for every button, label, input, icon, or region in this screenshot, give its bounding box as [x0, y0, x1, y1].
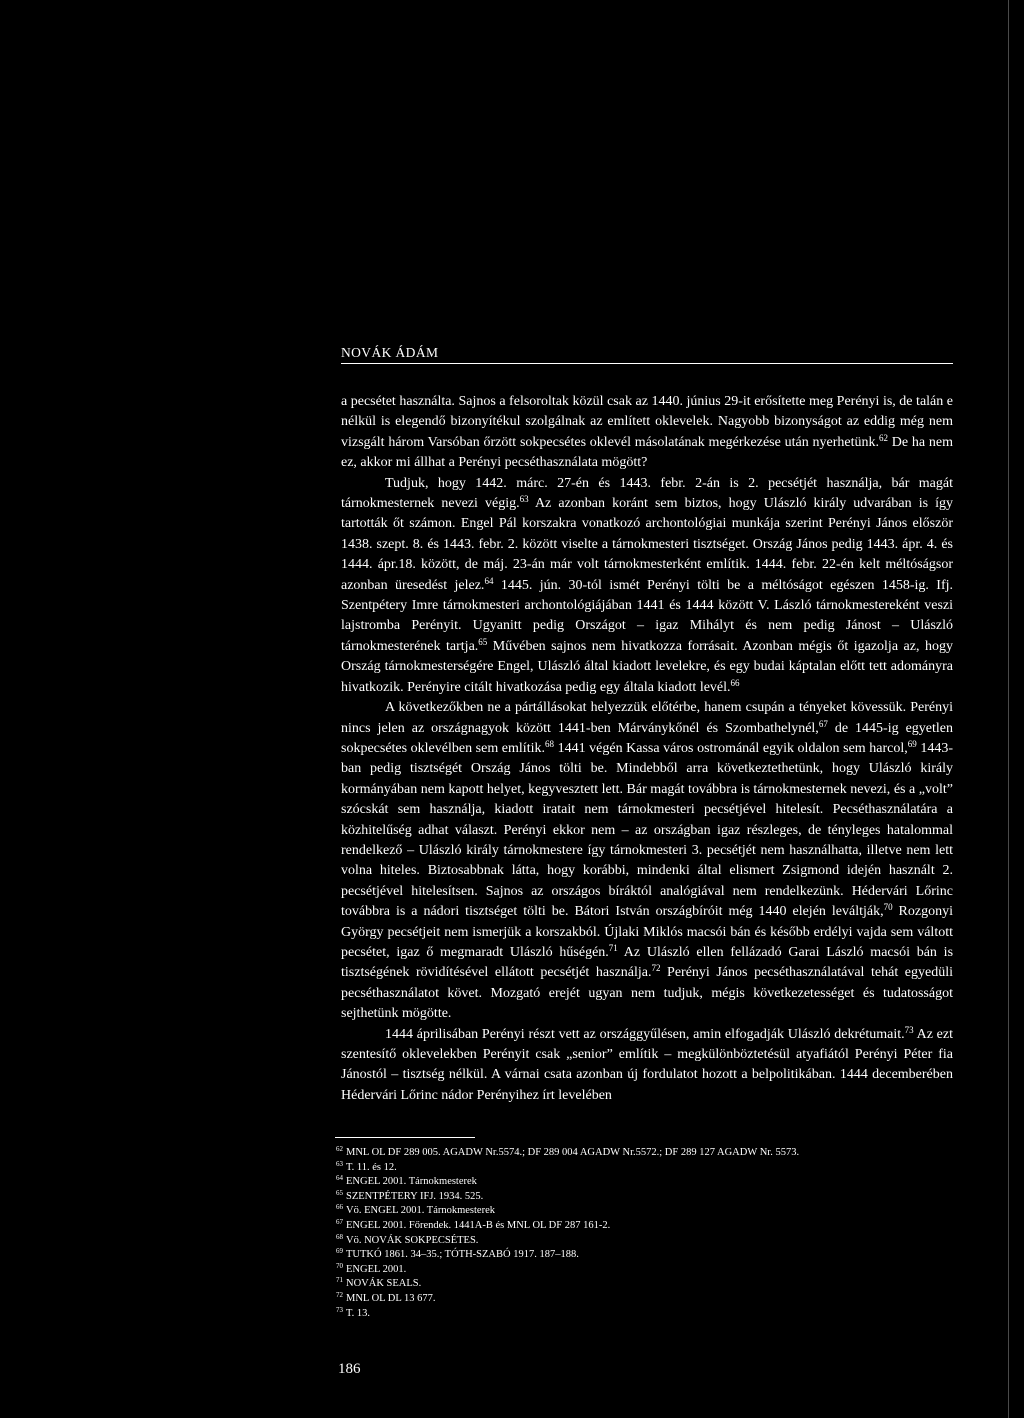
footnotes — [336, 1146, 956, 1321]
paragraph-2 — [341, 474, 953, 698]
page-number: 186 — [338, 1361, 361, 1377]
footnote-number: 73 — [336, 1305, 343, 1314]
footnote-text: Vö. ENGEL 2001. Tárnokmesterek — [346, 1205, 496, 1217]
footnote-ref-65[interactable]: 65 — [478, 636, 488, 647]
footnote-text: T. 13. — [346, 1307, 371, 1319]
text-run: A következőkben ne a pártállásokat helyezzük előtérbe, hanem csupán a tényeket kövessük. Perényi nincs jelen az országnagyok között 1441-ben Márványkőnél és Szombathelynél, — [341, 700, 953, 736]
footnote-text: ENGEL 2001. Tárnokmesterek — [346, 1176, 477, 1188]
text-run: a pecsétet használta. Sajnos a felsoroltak közül csak az 1440. június 29-it erősítette meg Perényi is, de talán e nélkül is elegendő bizonyítékul szolgálnak az említett oklevelek. Nagyobb bizonyságot az eddig még nem vizsgált három Varsóban őrzött sokpecsétes oklevél másolatának megérkezése után nyerhetünk. — [341, 394, 953, 450]
footnote-69 — [336, 1248, 956, 1263]
footnote-66 — [336, 1204, 956, 1219]
text-run: 1441 végén Kassa város ostrománál egyik oldalon sem harcol, — [553, 740, 908, 756]
footnote-ref-62[interactable]: 62 — [879, 432, 888, 443]
footnote-68 — [336, 1234, 956, 1249]
text-run: 1445. jún. 30-tól ismét Perényi tölti be a méltóságot egészen 1458-ig. Ifj. Szentpétery Imre tárnokmesteri archontológiájában 1441 és 1444 között V. László tárnokmestereként veszi lajstromba Perényit. Ugyanitt pedig Országot – igaz Mihályt és nem pedig Jánost – Ulászló tárnokmesterének tartja. — [341, 577, 954, 654]
text-run: Perényi János pecséthasználatával tehát egyedüli pecséthasználatot követ. Mozgató erejét ugyan nem tudjuk, mégis következetességet és tudatosságot sejthetünk mögötte. — [341, 965, 954, 1022]
paragraph-1 — [341, 392, 953, 474]
footnote-number: 63 — [336, 1159, 343, 1168]
footnote-number: 66 — [336, 1203, 343, 1212]
footnote-text: ENGEL 2001. Főrendek. 1441A-B és MNL OL DF 287 161-2. — [346, 1219, 611, 1231]
paragraph-3 — [341, 698, 953, 1025]
footnote-ref-69[interactable]: 69 — [907, 738, 917, 749]
footnote-text: ENGEL 2001. — [346, 1263, 407, 1275]
footnote-number: 69 — [336, 1247, 343, 1256]
footnote-ref-64[interactable]: 64 — [484, 575, 494, 586]
footnote-separator — [335, 1137, 475, 1138]
footnote-number: 64 — [336, 1174, 343, 1183]
footnote-ref-66[interactable]: 66 — [730, 677, 740, 688]
footnote-ref-67[interactable]: 67 — [818, 718, 828, 729]
text-run: De ha nem ez, akkor mi állhat a Perényi pecséthasználata mögött? — [341, 434, 953, 471]
footnote-number: 72 — [336, 1290, 343, 1299]
body-text — [341, 392, 953, 1106]
footnote-number: 62 — [336, 1145, 343, 1153]
footnote-ref-72[interactable]: 72 — [651, 963, 661, 974]
running-head: NOVÁK ÁDÁM — [341, 345, 953, 364]
footnote-ref-63[interactable]: 63 — [519, 494, 529, 505]
footnote-ref-70[interactable]: 70 — [883, 902, 893, 913]
footnote-number: 67 — [336, 1217, 343, 1226]
text-run: Az Ulászló ellen fellázadó Garai László macsói bán is tisztségének rövidítésével ellátott pecsétjét használja. — [341, 944, 954, 981]
footnote-72 — [336, 1292, 956, 1307]
footnote-text: Vö. NOVÁK SOKPECSÉTES. — [346, 1234, 479, 1246]
footnote-number: 65 — [336, 1188, 343, 1197]
footnote-73 — [336, 1307, 956, 1322]
text-run: Az ezt szentesítő oklevelekben Perényit csak „senior” említik – megkülönböztetésül atyafiától Perényi Péter fia Jánostól – tisztség nélkül. A várnai csata azonban új fordulatot hozott a belpolitikában. 1444 decemberében Hédervári Lőrinc nádor Perényihez írt levelében — [341, 1026, 953, 1103]
text-run: Művében sajnos nem hivatkozza forrásait. Azonban mégis őt igazolja az, hogy Ország tárnokmesterségére Engel, Ulászló által kiadott levelekre, és egy budai káptalan előtt tett adományra hivatkozik. Perényire citált hivatkozása pedig egy általa kiadott levél. — [341, 638, 953, 695]
footnote-65 — [336, 1190, 956, 1205]
scan-margin-line — [1008, 0, 1009, 1418]
footnote-number: 70 — [336, 1261, 343, 1270]
text-run: Tudjuk, hogy 1442. márc. 27-én és 1443. febr. 2-án is 2. pecsétjét használja, bár magát tárnokmesternek nevezi végig. — [341, 475, 953, 512]
footnote-ref-71[interactable]: 71 — [608, 942, 618, 953]
footnote-67 — [336, 1219, 956, 1234]
text-run: Az azonban koránt sem biztos, hogy Ulászló király udvarában is így tartották őt számon. Engel Pál korszakra vonatkozó archontológiai munkája szerint Perényi János először 1438. szept. 8. és 1443. febr. 2. között viselte a tárnokmesteri tisztséget. Ország János pedig 1443. ápr. 4. és 1444. ápr.18. között, de máj. 23-án már volt tárnokmesterként említik. 1444. febr. 22-én kelt méltóságsor azonban üresedést jelez. — [341, 496, 954, 593]
footnote-text: T. 11. és 12. — [346, 1161, 397, 1173]
footnote-number: 68 — [336, 1232, 343, 1241]
footnote-text: MNL OL DL 13 677. — [346, 1292, 436, 1304]
footnote-ref-68[interactable]: 68 — [544, 738, 554, 749]
footnote-text: MNL OL DF 289 005. AGADW Nr.5574.; DF 289 004 AGADW Nr.5572.; DF 289 127 AGADW Nr. 5573. — [346, 1147, 800, 1158]
text-run: de 1445-ig egyetlen sokpecsétes oklevélben sem említik. — [341, 720, 953, 756]
text-run: 1444 áprilisában Perényi részt vett az országgyűlésen, amin elfogadják Ulászló dekrétumait. — [385, 1026, 905, 1042]
footnote-number: 71 — [336, 1276, 343, 1285]
footnote-text: NOVÁK SEALS. — [346, 1278, 422, 1290]
footnote-63 — [336, 1161, 956, 1176]
footnote-64 — [336, 1175, 956, 1190]
text-run: Rozgonyi György pecsétjeit nem ismerjük a korszakból. Újlaki Miklós macsói bán és később erdélyi vajda sem váltott pecsétet, igaz ő megmaradt Ulászló hűségén. — [341, 904, 953, 960]
footnote-ref-73[interactable]: 73 — [904, 1024, 914, 1035]
footnote-71 — [336, 1277, 956, 1292]
text-run: 1443-ban pedig tisztségét Ország János tölti be. Mindebből arra következtethetünk, hogy Ulászló király kormányában nem kapott helyet, kegyvesztett lett. Bár magát továbbra is tárnokmesternek nevezi, és a „volt” szócskát sem használja, kiadott iratait nem tárnokmesteri pecsétjével hitelesít. Pecséthasználatára a közhitelűség adhat választ. Perényi ekkor nem – az országban igaz részleges, de tényleges hatalommal rendelkező – Ulászló király tárnokmestere így tárnokmesteri 3. pecsétjét nem használhatta, illetve nem lett volna hiteles. Biztosabbnak látta, hogy korábbi, mindenki által elismert Zsigmond idején használt 2. pecsétjével hitelesítsen. Sajnos az országos bíráktól analógiával nem rendelkezünk. Hédervári Lőrinc továbbra is a nádori tisztséget tölti be. Bátori István országbíróit még 1440 elején leváltják, — [341, 740, 953, 920]
footnote-text: SZENTPÉTERY IFJ. 1934. 525. — [346, 1190, 484, 1202]
footnote-70 — [336, 1263, 956, 1278]
footnote-text: TUTKÓ 1861. 34–35.; TÓTH-SZABÓ 1917. 187–188. — [346, 1249, 579, 1261]
paragraph-4 — [341, 1025, 953, 1107]
footnote-62 — [336, 1146, 956, 1161]
